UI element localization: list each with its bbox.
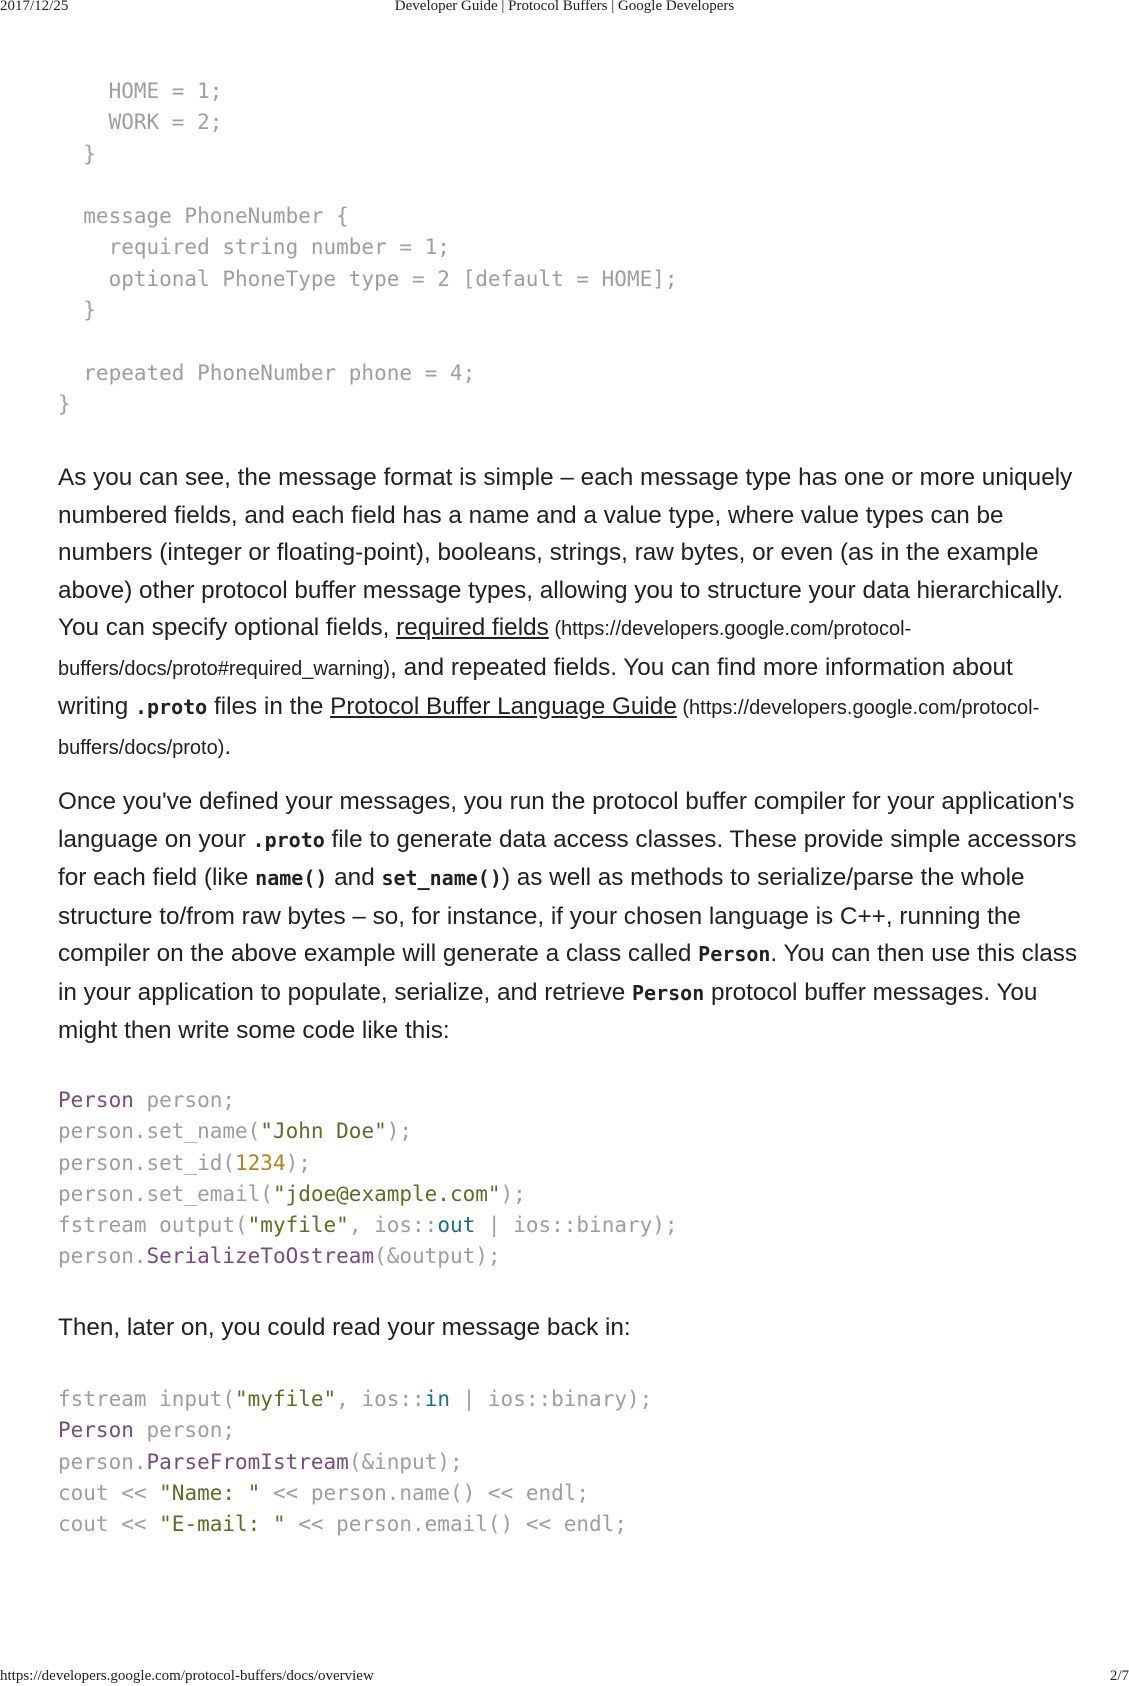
code-line: message PhoneNumber { — [58, 204, 349, 229]
code-line: fstream input("myfile", ios::in | ios::binary); — [58, 1387, 653, 1411]
paragraph-read-back: Then, later on, you could read your message back in: — [58, 1314, 631, 1341]
inline-code: Person — [632, 980, 705, 1005]
code-line: WORK = 2; — [58, 110, 223, 135]
link-required-fields[interactable]: required fields — [396, 614, 549, 641]
print-date: 2017/12/25 — [0, 0, 69, 14]
inline-code: set_name() — [381, 866, 502, 890]
code-block-read — [58, 1384, 652, 1540]
code-line: repeated PhoneNumber phone = 4; — [58, 360, 476, 385]
code-line: Person person; — [58, 1088, 236, 1112]
link-language-guide[interactable]: Protocol Buffer Language Guide — [330, 693, 677, 720]
paragraph-message-format: As you can see, the message format is simple – each message type has one or more uniquely numbered fields, and each field has a name and a value type, where value types can be numbers (integer or floating-point), booleans, strings, raw bytes, or even (as in the example above) other protocol buffer message types, allowing you to structure your data hierarchically. You can specify optional fields, required fields (https://developers.google.com/protocol-buffers/docs/proto#required_warning), and repeated fields. You can find more information about writing .proto files in the Protocol Buffer Language Guide (https://developers.google.com/protocol-buffers/docs/proto). — [58, 464, 1073, 760]
code-line: person.SerializeToOstream(&output); — [58, 1244, 501, 1269]
code-line: person.ParseFromIstream(&input); — [58, 1449, 463, 1474]
paragraph-compiler: Once you've defined your messages, you run the protocol buffer compiler for your application's language on your .proto file to generate data access classes. These provide simple accessors for each field (like name() and set_name()) as well as methods to serialize/parse the whole structure to/from raw bytes – so, for instance, if your chosen language is C++, running the compiler on the above example will generate a class called Person. You can then use this class in your application to populate, serialize, and retrieve Person protocol buffer messages. You might then write some code like this: — [58, 788, 1078, 1044]
code-line: cout << "Name: " << person.name() << endl; — [58, 1480, 590, 1505]
code-line: person.set_name("John Doe"); — [58, 1119, 413, 1144]
code-line: } — [58, 141, 96, 166]
code-line: required string number = 1; — [58, 235, 450, 260]
page-number: 2/7 — [1109, 1668, 1129, 1684]
code-line: fstream output("myfile", ios::out | ios::binary); — [58, 1213, 678, 1238]
code-line: person.set_email("jdoe@example.com"); — [58, 1181, 526, 1206]
page-title: Developer Guide | Protocol Buffers | Google Developers — [394, 0, 735, 14]
code-line: optional PhoneType type = 2 [default = HOME]; — [58, 266, 678, 291]
inline-code: .proto — [134, 695, 208, 719]
link-url: (https://developers.google.com/protocol-buffers/docs/proto#required_warning) — [58, 618, 912, 680]
code-line: Person person; — [58, 1418, 236, 1443]
code-line: } — [58, 298, 96, 323]
inline-code: name() — [255, 866, 328, 890]
code-line: } — [58, 391, 71, 416]
page-url: https://developers.google.com/protocol-buffers/docs/overview — [0, 1668, 374, 1684]
link-url: (https://developers.google.com/protocol-buffers/docs/proto) — [58, 697, 1040, 759]
inline-code: Person — [698, 942, 771, 966]
code-block-write — [58, 1085, 678, 1273]
code-block-proto — [58, 76, 678, 420]
inline-code: .proto — [252, 827, 325, 852]
code-line: HOME = 1; — [58, 79, 223, 103]
code-line: person.set_id(1234); — [58, 1150, 311, 1175]
code-line: cout << "E-mail: " << person.email() << endl; — [58, 1512, 627, 1537]
